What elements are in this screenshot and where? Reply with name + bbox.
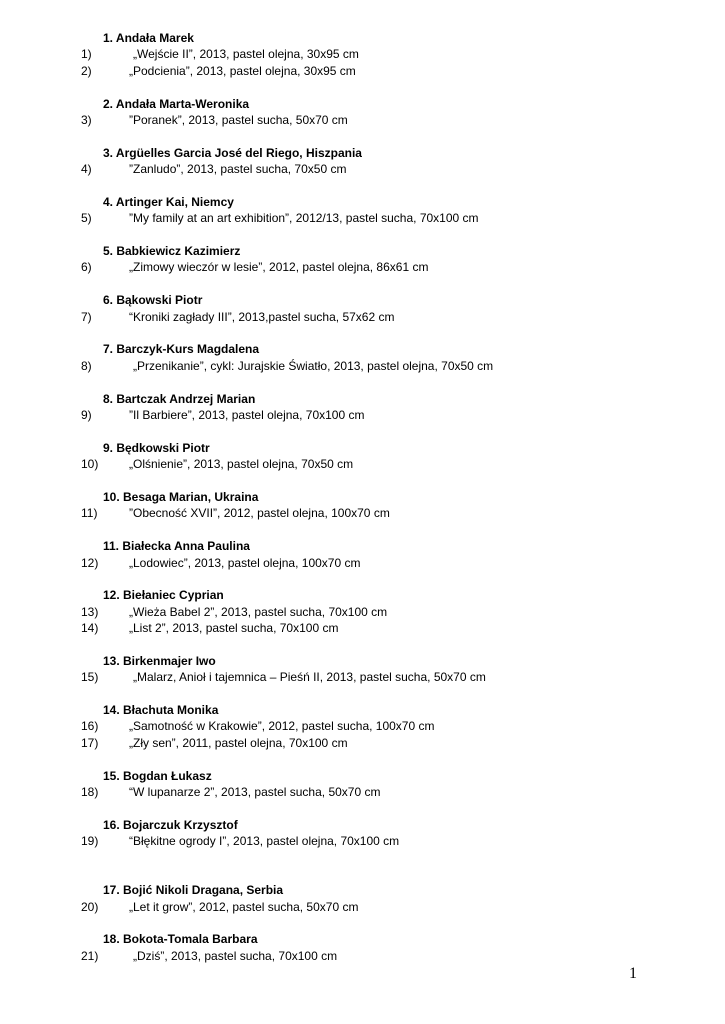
artwork-description: „Samotność w Krakowie”, 2012, pastel sucha, 100x70 cm: [129, 719, 435, 734]
artwork-number: 12): [81, 555, 99, 570]
artwork-number: 2): [81, 63, 92, 78]
artist-entry: [0, 489, 725, 522]
artist-entry: [0, 194, 725, 227]
artist-entry: [0, 817, 725, 850]
artwork-number: 17): [81, 735, 99, 750]
artwork-description: „Let it grow”, 2012, pastel sucha, 50x70 cm: [129, 899, 359, 914]
artwork-description: „Wieża Babel 2”, 2013, pastel sucha, 70x100 cm: [129, 604, 388, 619]
artist-name: 16. Bojarczuk Krzysztof: [103, 817, 238, 832]
artwork-number: 3): [81, 112, 92, 127]
artwork-description: „List 2”, 2013, pastel sucha, 70x100 cm: [129, 621, 339, 636]
artwork-description: “Błękitne ogrody I”, 2013, pastel olejna, 70x100 cm: [129, 834, 400, 849]
artwork-description: ”Zanludo”, 2013, pastel sucha, 70x50 cm: [129, 162, 347, 177]
artist-entry: [0, 243, 725, 276]
artwork-number: 9): [81, 407, 92, 422]
artist-name: 7. Barczyk-Kurs Magdalena: [103, 342, 260, 357]
artist-entry: [0, 931, 725, 964]
artwork-number: 7): [81, 309, 92, 324]
artwork-item: [0, 669, 725, 685]
artist-name: 8. Bartczak Andrzej Marian: [103, 391, 256, 406]
artist-name: 17. Bojić Nikoli Dragana, Serbia: [103, 883, 284, 898]
artist-name: 5. Babkiewicz Kazimierz: [103, 244, 241, 259]
artist-name: 2. Andała Marta-Weronika: [103, 96, 250, 111]
artwork-number: 19): [81, 834, 99, 849]
artist-entry: [0, 653, 725, 686]
artwork-number: 4): [81, 162, 92, 177]
artist-name: 9. Będkowski Piotr: [103, 440, 210, 455]
artwork-item: [0, 46, 725, 62]
artist-entry: [0, 341, 725, 374]
artist-entry: [0, 768, 725, 801]
artwork-description: ”Obecność XVII”, 2012, pastel olejna, 100x70 cm: [129, 506, 390, 521]
artist-entry: [0, 538, 725, 571]
artwork-item: [0, 456, 725, 472]
artist-entry: [0, 391, 725, 424]
artist-name: 18. Bokota-Tomala Barbara: [103, 932, 258, 947]
artist-name: 13. Birkenmajer Iwo: [103, 653, 216, 668]
page-number: 1: [629, 965, 637, 982]
artwork-description: ”Il Barbiere”, 2013, pastel olejna, 70x100 cm: [129, 407, 365, 422]
artwork-item: [0, 358, 725, 374]
artwork-item: [0, 718, 725, 734]
artwork-description: “W lupanarze 2”, 2013, pastel sucha, 50x70 cm: [129, 784, 381, 799]
artwork-item: [0, 161, 725, 177]
artist-name: 4. Artinger Kai, Niemcy: [103, 194, 234, 209]
artist-entry: [0, 96, 725, 129]
artwork-item: [0, 63, 725, 79]
artist-name: 1. Andała Marek: [103, 31, 194, 45]
artwork-description: „Olśnienie”, 2013, pastel olejna, 70x50 cm: [129, 457, 354, 472]
artist-name: 14. Błachuta Monika: [103, 703, 219, 718]
artwork-description: „Przenikanie”, cykl: Jurajskie Światło, 2013, pastel olejna, 70x50 cm: [133, 358, 494, 373]
artwork-description: „Dziś”, 2013, pastel sucha, 70x100 cm: [133, 948, 338, 963]
artist-entry: [0, 702, 725, 751]
artwork-item: [0, 112, 725, 128]
artwork-item: [0, 735, 725, 751]
artwork-number: 5): [81, 211, 92, 226]
artwork-item: [0, 604, 725, 620]
artwork-description: „Zły sen”, 2011, pastel olejna, 70x100 cm: [129, 735, 348, 750]
artwork-item: [0, 309, 725, 325]
artwork-number: 18): [81, 784, 99, 799]
artist-name: 10. Besaga Marian, Ukraina: [103, 489, 259, 504]
artwork-number: 16): [81, 719, 99, 734]
artwork-number: 11): [81, 506, 98, 521]
artist-name: 3. Argüelles Garcia José del Riego, Hiszpania: [103, 145, 362, 160]
artwork-description: ”My family at an art exhibition”, 2012/13, pastel sucha, 70x100 cm: [129, 211, 479, 226]
artwork-item: [0, 784, 725, 800]
artist-entry: [0, 145, 725, 178]
artwork-item: [0, 899, 725, 915]
artist-name: 12. Biełaniec Cyprian: [103, 588, 224, 603]
artwork-description: “Kroniki zagłady III”, 2013,pastel sucha, 57x62 cm: [129, 309, 395, 324]
exhibition-list: [0, 30, 725, 964]
artwork-item: [0, 555, 725, 571]
artwork-item: [0, 505, 725, 521]
artwork-number: 15): [81, 670, 99, 685]
artist-entry: [0, 440, 725, 473]
artist-name: 6. Bąkowski Piotr: [103, 293, 203, 308]
artwork-number: 8): [81, 358, 92, 373]
artist-entry: [0, 882, 725, 915]
artwork-description: „Wejście II”, 2013, pastel olejna, 30x95 cm: [133, 47, 359, 62]
artwork-description: „Lodowiec”, 2013, pastel olejna, 100x70 cm: [129, 555, 361, 570]
artwork-item: [0, 620, 725, 636]
artwork-description: ”Poranek”, 2013, pastel sucha, 50x70 cm: [129, 112, 348, 127]
artist-entry: [0, 587, 725, 636]
artist-name: 15. Bogdan Łukasz: [103, 768, 212, 783]
artwork-number: 13): [81, 604, 99, 619]
artwork-item: [0, 407, 725, 423]
artist-name: 11. Białecka Anna Paulina: [103, 539, 250, 554]
artwork-item: [0, 833, 725, 849]
artwork-number: 10): [81, 457, 99, 472]
artwork-number: 14): [81, 621, 99, 636]
artwork-description: „Malarz, Anioł i tajemnica – Pieśń II, 2013, pastel sucha, 50x70 cm: [133, 670, 486, 685]
artwork-description: „Zimowy wieczór w lesie”, 2012, pastel olejna, 86x61 cm: [129, 260, 429, 275]
artwork-item: [0, 210, 725, 226]
artwork-item: [0, 259, 725, 275]
artwork-description: „Podcienia”, 2013, pastel olejna, 30x95 cm: [129, 63, 356, 78]
artwork-item: [0, 948, 725, 964]
artwork-number: 1): [81, 47, 92, 62]
artwork-number: 6): [81, 260, 92, 275]
artist-entry: [0, 30, 725, 79]
artwork-number: 20): [81, 899, 99, 914]
artwork-number: 21): [81, 948, 99, 963]
artist-entry: [0, 292, 725, 325]
